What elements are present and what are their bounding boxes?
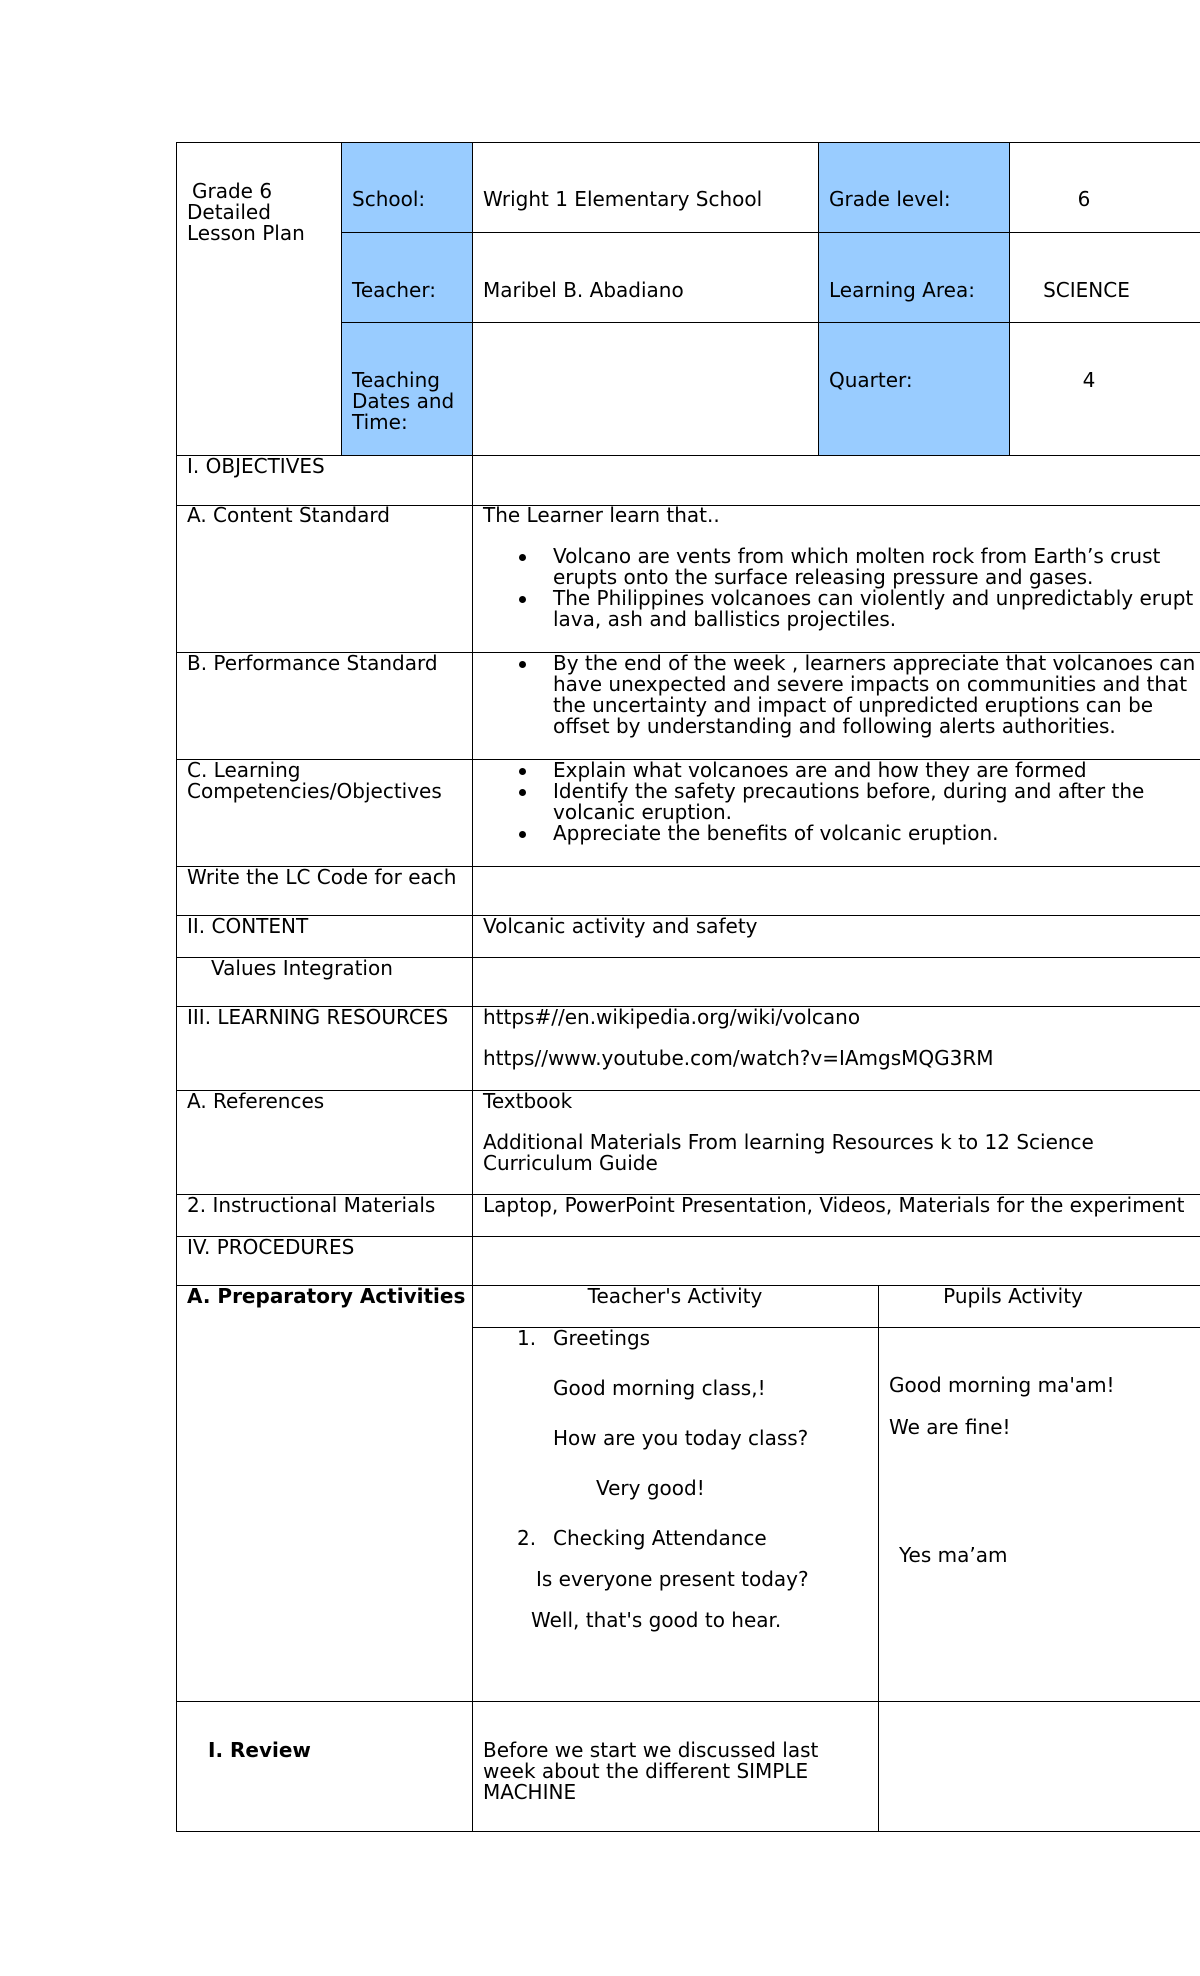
table-rule	[472, 142, 473, 1832]
bullet-icon	[519, 596, 526, 603]
quarter-label: Quarter:	[829, 368, 913, 392]
table-rule	[341, 142, 342, 456]
table-rule	[176, 455, 1200, 456]
content-value: Volcanic activity and safety	[483, 914, 758, 938]
teacher-value: Maribel B. Abadiano	[483, 278, 684, 302]
content-standard-list	[553, 546, 1197, 630]
teacher-line: Good morning class,!	[553, 1376, 766, 1400]
pupil-line: Yes ma’am	[899, 1543, 1008, 1567]
review-text: Before we start we discussed last week about the different SIMPLE MACHINE	[483, 1738, 819, 1804]
teacher-line: Checking Attendance	[553, 1526, 767, 1550]
plan-title-line: Grade 6	[192, 179, 273, 203]
lc-code-label: Write the LC Code for each	[187, 865, 457, 889]
teacher-label: Teacher:	[352, 278, 436, 302]
resource-link[interactable]: https#//en.wikipedia.org/wiki/volcano	[483, 1005, 861, 1029]
content-heading: II. CONTENT	[187, 914, 309, 938]
list-item-text: Explain what volcanoes are and how they are formed	[553, 758, 1087, 782]
performance-standard-list	[553, 653, 1197, 737]
bullet-icon	[519, 554, 526, 561]
instructional-materials-label: 2. Instructional Materials	[187, 1193, 436, 1217]
competencies-label: C. Learning	[187, 758, 301, 782]
references-label: A. References	[187, 1089, 325, 1113]
list-item	[553, 781, 1197, 823]
table-rule	[341, 322, 1200, 323]
school-value: Wright 1 Elementary School	[483, 187, 763, 211]
school-label: School:	[352, 187, 426, 211]
competencies-label: Competencies/Objectives	[187, 779, 442, 803]
table-rule	[176, 142, 177, 1832]
list-item-text: By the end of the week , learners appreciate that volcanoes can have unexpected and severe impacts on communities and that the uncertainty and impact of unpredicted eruptions can be offset by understanding and following alerts authorities.	[553, 651, 1196, 738]
table-rule	[176, 142, 1200, 143]
values-integration-label: Values Integration	[211, 956, 393, 980]
pupil-line: Good morning ma'am!	[889, 1373, 1115, 1397]
bullet-icon	[519, 661, 526, 668]
list-item	[553, 588, 1197, 630]
teaching-dates-label: Teaching	[352, 368, 440, 392]
teacher-activity-header: Teacher's Activity	[587, 1284, 763, 1308]
step-number: 1.	[517, 1326, 537, 1350]
bullet-icon	[519, 831, 526, 838]
content-standard-label: A. Content Standard	[187, 503, 390, 527]
list-item-text: Identify the safety precautions before, during and after the volcanic eruption.	[553, 779, 1145, 824]
table-rule	[878, 1285, 879, 1832]
procedures-heading: IV. PROCEDURES	[187, 1235, 355, 1259]
table-rule	[176, 1831, 1200, 1832]
learning-area-label: Learning Area:	[829, 278, 975, 302]
teacher-line: Very good!	[596, 1476, 705, 1500]
performance-standard-label: B. Performance Standard	[187, 651, 438, 675]
pupils-activity-header: Pupils Activity	[943, 1284, 1083, 1308]
instructional-materials-value: Laptop, PowerPoint Presentation, Videos, Materials for the experiment	[483, 1193, 1185, 1217]
teacher-line: Well, that's good to hear.	[531, 1608, 782, 1632]
teacher-line: Is everyone present today?	[536, 1567, 809, 1591]
table-rule	[341, 232, 1200, 233]
table-rule	[176, 1701, 1200, 1702]
teaching-dates-label: Time:	[352, 410, 408, 434]
list-item	[553, 760, 1197, 781]
preparatory-activities-label: A. Preparatory Activities	[187, 1284, 466, 1308]
grade-level-value: 6	[1077, 187, 1091, 211]
bullet-icon	[519, 789, 526, 796]
pupil-line: We are fine!	[889, 1415, 1011, 1439]
table-rule	[818, 142, 819, 456]
quarter-value: 4	[1082, 368, 1096, 392]
content-standard-intro: The Learner learn that..	[483, 503, 720, 527]
bullet-icon	[519, 768, 526, 775]
teacher-line: How are you today class?	[553, 1426, 809, 1450]
teacher-line: Greetings	[553, 1326, 651, 1350]
list-item-text: Appreciate the benefits of volcanic eruption.	[553, 821, 999, 845]
grade-level-label: Grade level:	[829, 187, 951, 211]
competencies-list	[553, 760, 1197, 844]
step-number: 2.	[517, 1526, 537, 1550]
list-item-text: The Philippines volcanoes can violently and unpredictably erupt lava, ash and ballistics projectiles.	[553, 586, 1194, 631]
reference-item: Additional Materials From learning Resources k to 12 Science Curriculum Guide	[483, 1130, 1094, 1175]
learning-resources-heading: III. LEARNING RESOURCES	[187, 1005, 449, 1029]
table-rule	[176, 1090, 1200, 1091]
list-item-text: Volcano are vents from which molten rock from Earth’s crust erupts onto the surface releasing pressure and gases.	[553, 544, 1161, 589]
plan-title-line: Detailed	[187, 200, 271, 224]
list-item	[553, 546, 1197, 588]
resource-link[interactable]: https//www.youtube.com/watch?v=IAmgsMQG3RM	[483, 1046, 994, 1070]
teaching-dates-label: Dates and	[352, 389, 455, 413]
learning-area-value: SCIENCE	[1043, 278, 1130, 302]
list-item	[553, 653, 1197, 737]
list-item	[553, 823, 1197, 844]
reference-item: Textbook	[483, 1089, 573, 1113]
plan-title-line: Lesson Plan	[187, 221, 305, 245]
objectives-heading: I. OBJECTIVES	[187, 454, 325, 478]
review-label: I. Review	[208, 1738, 311, 1762]
